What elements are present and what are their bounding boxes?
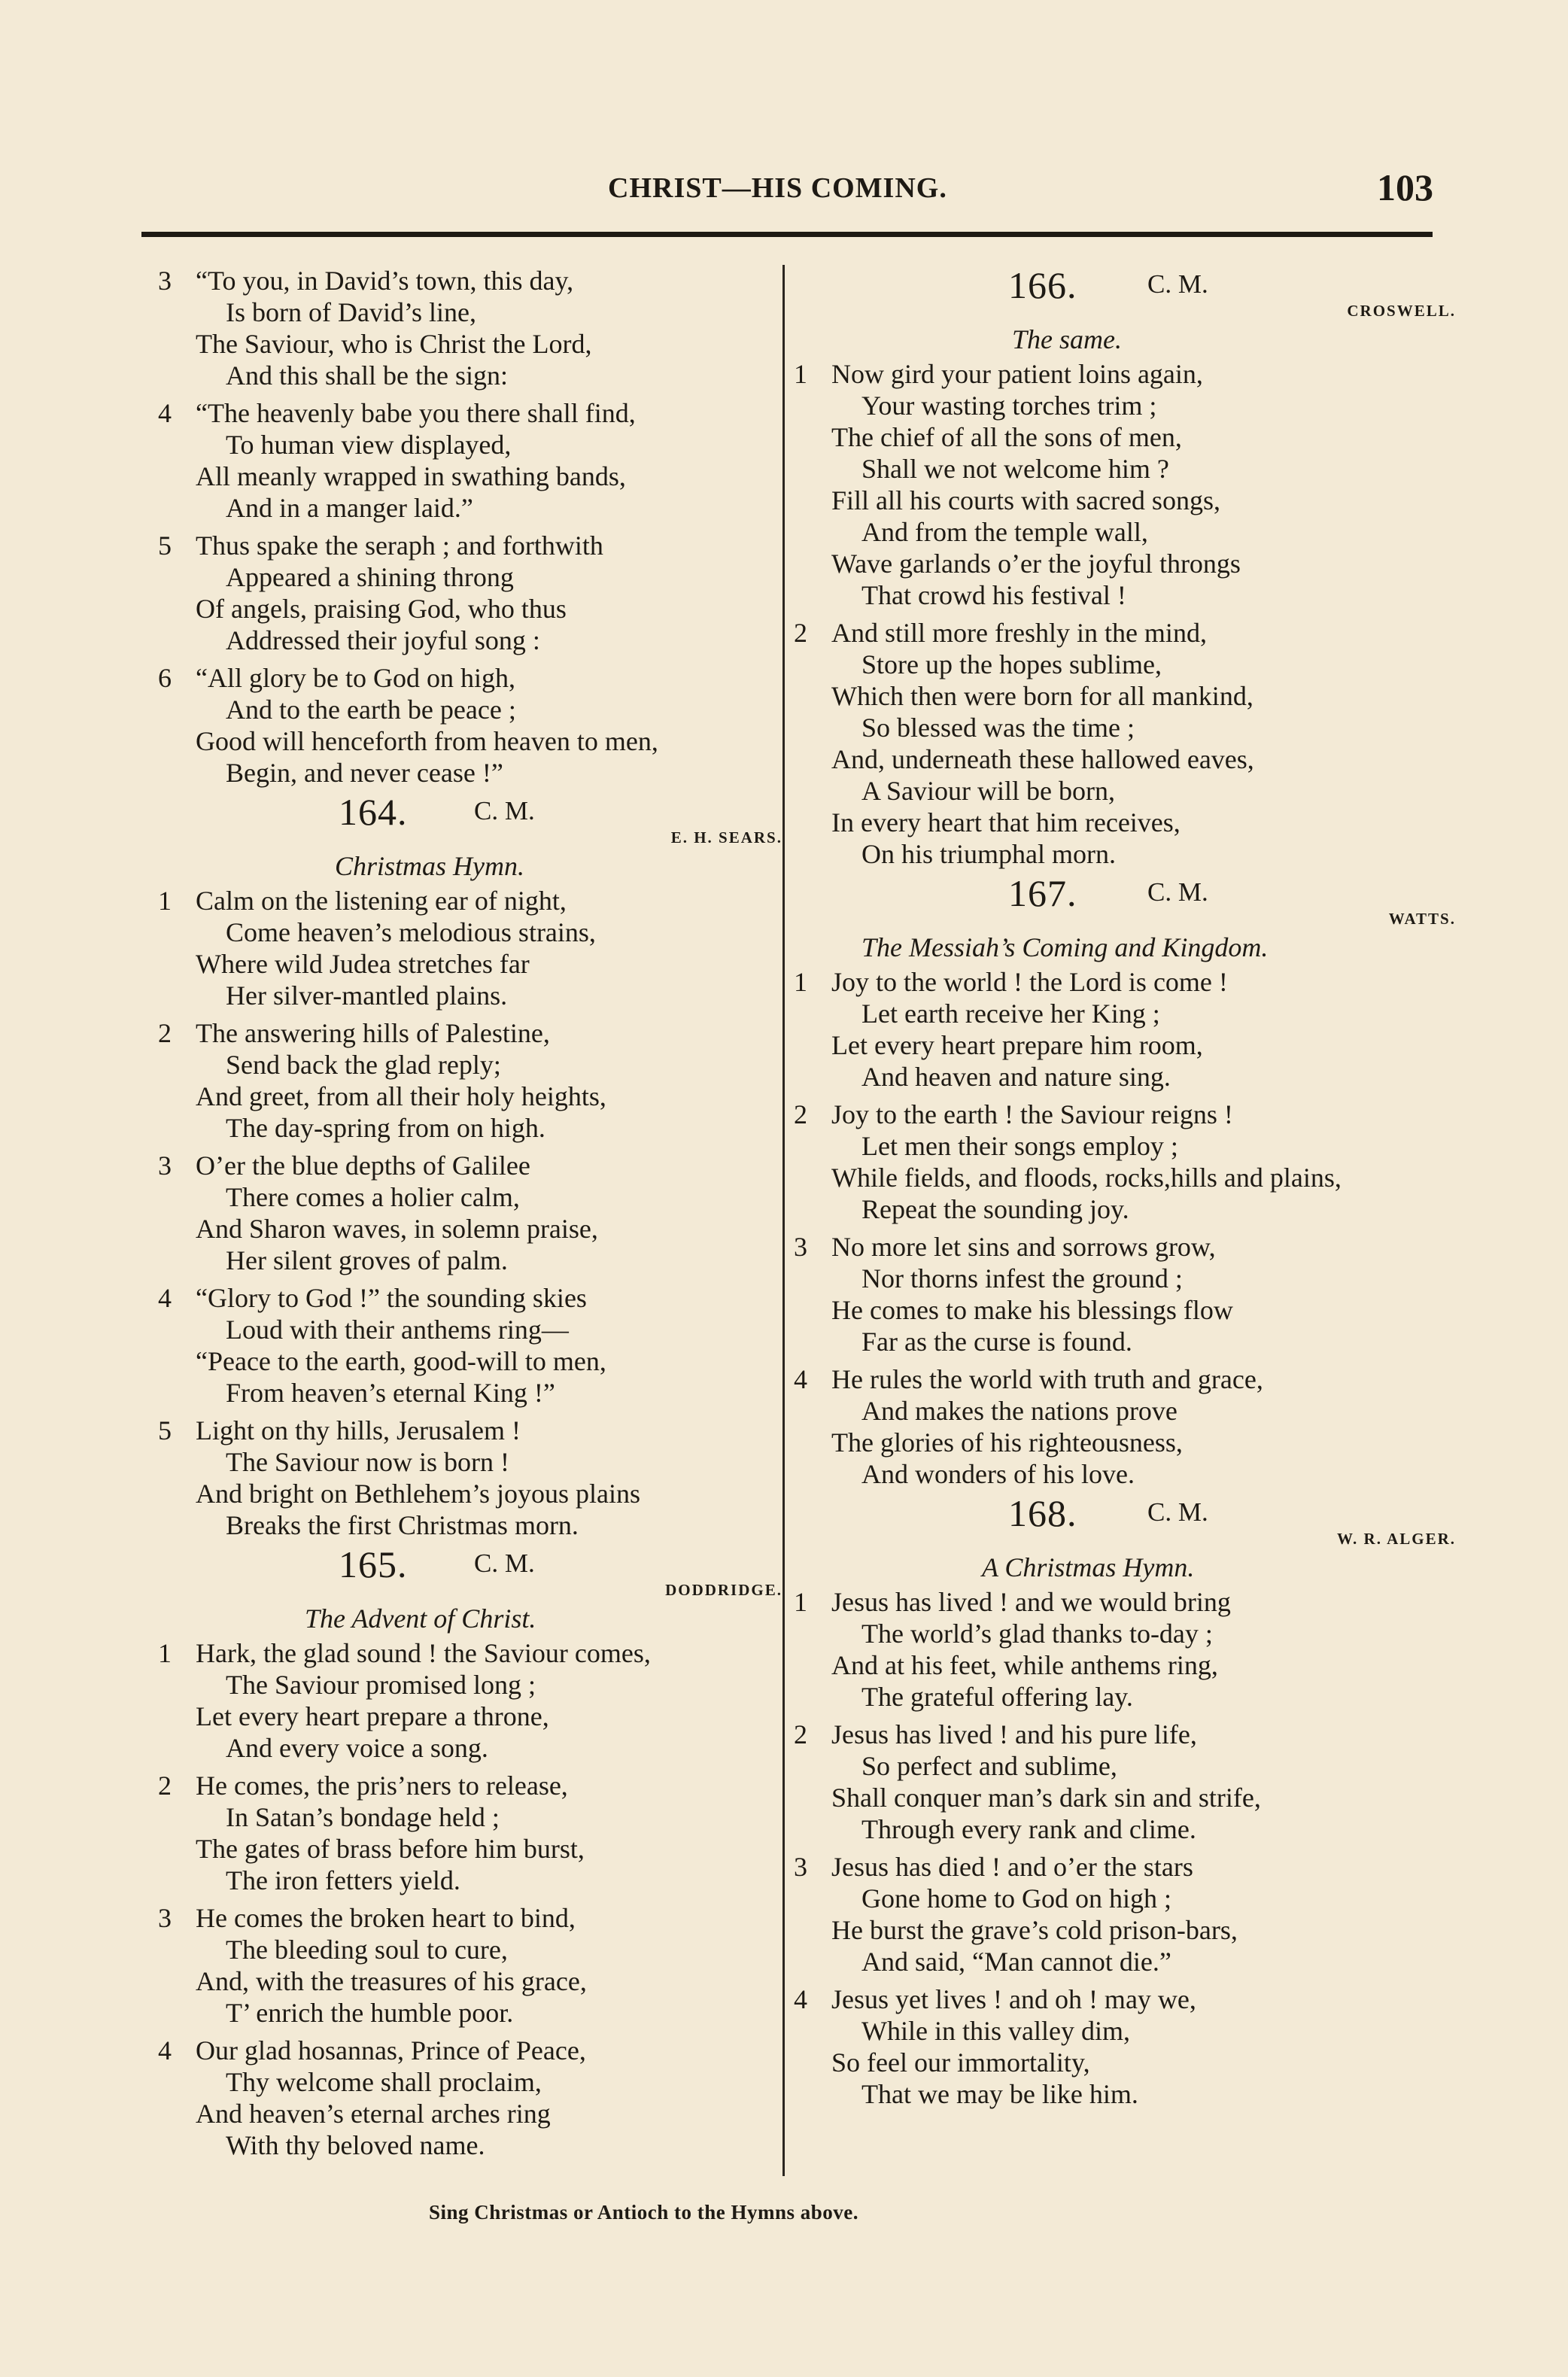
verse-line: There comes a holier calm,	[226, 1182, 520, 1212]
hymn	[158, 791, 782, 1541]
verse-number: 2	[794, 1719, 807, 1749]
page-header	[0, 166, 1568, 217]
verse-line: Jesus yet lives ! and oh ! may we,	[831, 1984, 1196, 2014]
verse-line: He rules the world with truth and grace,	[831, 1364, 1263, 1394]
verse	[158, 1415, 782, 1541]
verse-line: “Glory to God !” the sounding skies	[196, 1283, 587, 1313]
verse-line: That crowd his festival !	[861, 580, 1126, 610]
verse	[794, 1099, 1456, 1225]
verse-line: Jesus has lived ! and his pure life,	[831, 1719, 1197, 1749]
verse	[794, 617, 1456, 870]
verse-line: Shall we not welcome him ?	[861, 454, 1169, 484]
verse-number: 3	[158, 266, 172, 296]
verse-line: And at his feet, while anthems ring,	[831, 1650, 1218, 1680]
verse-line: No more let sins and sorrows grow,	[831, 1232, 1216, 1262]
verse-line: The grateful offering lay.	[861, 1682, 1133, 1712]
verse-line: While in this valley dim,	[861, 2016, 1130, 2046]
verse	[158, 265, 782, 391]
verse-number: 3	[794, 1232, 807, 1262]
verse-line: The answering hills of Palestine,	[196, 1018, 550, 1048]
verse	[794, 358, 1456, 611]
verse-line: “The heavenly babe you there shall find,	[196, 398, 636, 428]
verse-line: Jesus has died ! and o’er the stars	[831, 1852, 1193, 1882]
verse-line: The Saviour now is born !	[226, 1447, 509, 1477]
verse-line: Hark, the glad sound ! the Saviour comes,	[196, 1638, 651, 1668]
hymn	[794, 1492, 1456, 2110]
header-rule	[141, 232, 1433, 237]
verse-line: A Saviour will be born,	[861, 776, 1115, 806]
right-column	[794, 265, 1456, 2116]
verse-line: And heaven’s eternal arches ring	[196, 2099, 551, 2129]
hymn-heading	[794, 872, 1456, 914]
verse-line: The gates of brass before him burst,	[196, 1834, 585, 1864]
verse	[158, 2035, 782, 2161]
verse-line: Loud with their anthems ring—	[226, 1315, 569, 1345]
verse-line: Good will henceforth from heaven to men,	[196, 726, 658, 756]
verse-line: And makes the nations prove	[861, 1396, 1178, 1426]
verse-number: 4	[158, 1283, 172, 1313]
hymn-verses	[158, 885, 782, 1541]
verse-line: Shall conquer man’s dark sin and strife,	[831, 1783, 1261, 1813]
hymn-verses	[794, 358, 1456, 870]
verse-number: 1	[794, 967, 807, 997]
verse	[158, 1770, 782, 1896]
verse-number: 5	[158, 1415, 172, 1445]
verse-line: Joy to the world ! the Lord is come !	[831, 967, 1228, 997]
column-divider	[782, 265, 785, 2176]
verse-line: And still more freshly in the mind,	[831, 618, 1207, 648]
verse-line: Begin, and never cease !”	[226, 758, 503, 788]
left-column	[158, 265, 782, 2167]
right-hymns	[794, 264, 1456, 2110]
hymn-author: WATTS.	[1388, 910, 1456, 928]
verse-line: The glories of his righteousness,	[831, 1427, 1183, 1458]
footer-note: Sing Christmas or Antioch to the Hymns above.	[429, 2201, 859, 2223]
verse-number: 4	[794, 1364, 807, 1394]
verse-line: O’er the blue depths of Galilee	[196, 1151, 530, 1181]
verse	[158, 397, 782, 524]
verse-line: Joy to the earth ! the Saviour reigns !	[831, 1099, 1233, 1129]
verse	[158, 1637, 782, 1764]
verse-line: And, with the treasures of his grace,	[196, 1966, 587, 1996]
verse	[158, 1902, 782, 2029]
hymn-verses	[158, 1637, 782, 2161]
verse-line: And to the earth be peace ;	[226, 695, 516, 725]
verse	[794, 1586, 1456, 1713]
hymn-meter: C. M.	[1147, 269, 1208, 299]
verse-number: 2	[158, 1771, 172, 1801]
verse	[158, 885, 782, 1011]
verse-line: “All glory be to God on high,	[196, 663, 515, 693]
verse-line: While fields, and floods, rocks,hills and plains,	[831, 1163, 1342, 1193]
verse-line: And said, “Man cannot die.”	[861, 1947, 1171, 1977]
hymn-meter: C. M.	[1147, 1497, 1208, 1527]
verse	[794, 1719, 1456, 1845]
verse-line: Addressed their joyful song :	[226, 625, 540, 655]
hymn-title: The same.	[1012, 324, 1122, 354]
verse-line: Your wasting torches trim ;	[861, 391, 1157, 421]
verse-line: And bright on Bethlehem’s joyous plains	[196, 1479, 640, 1509]
hymn-title: The Messiah’s Coming and Kingdom.	[861, 932, 1269, 962]
verse-line: Jesus has lived ! and we would bring	[831, 1587, 1231, 1617]
verse-line: “Peace to the earth, good-will to men,	[196, 1346, 606, 1376]
verse-number: 6	[158, 663, 172, 693]
hymn-heading	[158, 1543, 782, 1585]
verse-line: Let men their songs employ ;	[861, 1131, 1178, 1161]
page-number: 103	[1377, 166, 1433, 208]
verse-line: Through every rank and clime.	[861, 1814, 1196, 1844]
verse-line: Thy welcome shall proclaim,	[226, 2067, 542, 2097]
hymn-meter: C. M.	[474, 1549, 535, 1578]
hymn-author: W. R. ALGER.	[1336, 1530, 1456, 1548]
verse-line: Her silent groves of palm.	[226, 1245, 508, 1275]
verse-line: The chief of all the sons of men,	[831, 422, 1182, 452]
verse	[794, 1983, 1456, 2110]
verse	[794, 966, 1456, 1093]
hymn-number: 168.	[1008, 1492, 1077, 1534]
verse-line: Light on thy hills, Jerusalem !	[196, 1415, 521, 1445]
verse-line: To human view displayed,	[226, 430, 512, 460]
verse-line: All meanly wrapped in swathing bands,	[196, 461, 626, 491]
verse-line: Repeat the sounding joy.	[861, 1194, 1129, 1224]
verse	[158, 1150, 782, 1276]
verse-line: Send back the glad reply;	[226, 1050, 501, 1080]
verse	[794, 1851, 1456, 1977]
verse-number: 3	[794, 1852, 807, 1882]
verse-line: The world’s glad thanks to-day ;	[861, 1619, 1213, 1649]
hymn-heading	[794, 1492, 1456, 1534]
verse-line: So feel our immortality,	[831, 2047, 1090, 2078]
verse-line: Store up the hopes sublime,	[861, 649, 1162, 679]
verse-line: T’ enrich the humble poor.	[226, 1998, 514, 2028]
verse-line: The bleeding soul to cure,	[226, 1935, 508, 1965]
verse-number: 4	[158, 2035, 172, 2065]
verse-line: Is born of David’s line,	[226, 297, 476, 327]
hymn-title: Christmas Hymn.	[335, 851, 525, 881]
left-hymns	[158, 791, 782, 2161]
verse	[158, 1282, 782, 1409]
verse-line: And greet, from all their holy heights,	[196, 1081, 606, 1111]
verse	[794, 1231, 1456, 1357]
hymn-number: 167.	[1008, 872, 1077, 914]
verse-line: He comes, the pris’ners to release,	[196, 1771, 568, 1801]
verse-line: Let every heart prepare a throne,	[196, 1701, 549, 1731]
verse-line: Her silver-mantled plains.	[226, 980, 508, 1011]
hymn-author: E. H. SEARS.	[670, 828, 782, 847]
verse-number: 1	[158, 886, 172, 916]
verse-line: And, underneath these hallowed eaves,	[831, 744, 1254, 774]
verse-line: Our glad hosannas, Prince of Peace,	[196, 2035, 586, 2065]
hymn-number: 164.	[339, 791, 408, 833]
verse-line: That we may be like him.	[861, 2079, 1138, 2109]
verse-line: From heaven’s eternal King !”	[226, 1378, 555, 1408]
hymn-number: 165.	[339, 1543, 408, 1585]
verse-line: In every heart that him receives,	[831, 807, 1181, 837]
verse-number: 3	[158, 1151, 172, 1181]
verse-line: The iron fetters yield.	[226, 1865, 460, 1895]
verse-line: Gone home to God on high ;	[861, 1883, 1171, 1913]
verse-line: He comes the broken heart to bind,	[196, 1903, 576, 1933]
verse-line: He comes to make his blessings flow	[831, 1295, 1233, 1325]
verse-line: And wonders of his love.	[861, 1459, 1135, 1489]
verse-line: “To you, in David’s town, this day,	[196, 266, 574, 296]
verse-line: Come heaven’s melodious strains,	[226, 917, 596, 947]
verse-line: Of angels, praising God, who thus	[196, 594, 567, 624]
verse-line: Now gird your patient loins again,	[831, 359, 1203, 389]
verse-line: On his triumphal morn.	[861, 839, 1116, 869]
verse-number: 2	[794, 1099, 807, 1129]
verse-number: 4	[158, 398, 172, 428]
verse-line: Thus spake the seraph ; and forthwith	[196, 530, 603, 561]
verse-line: Where wild Judea stretches far	[196, 949, 530, 979]
verse-number: 1	[794, 359, 807, 389]
verse-line: With thy beloved name.	[226, 2130, 485, 2160]
verse-line: And Sharon waves, in solemn praise,	[196, 1214, 598, 1244]
verse-line: Calm on the listening ear of night,	[196, 886, 567, 916]
verse-line: Which then were born for all mankind,	[831, 681, 1253, 711]
continued-verses	[158, 265, 782, 789]
verse-number: 1	[794, 1587, 807, 1617]
verse-line: The day-spring from on high.	[226, 1113, 545, 1143]
hymn-author: CROSWELL.	[1347, 302, 1456, 320]
hymn-heading	[794, 264, 1456, 306]
verse-line: So blessed was the time ;	[861, 713, 1135, 743]
hymn-heading	[158, 791, 782, 833]
hymn-title: The Advent of Christ.	[305, 1603, 536, 1634]
hymn-number: 166.	[1008, 264, 1077, 306]
verse-line: And in a manger laid.”	[226, 493, 473, 523]
hymn-meter: C. M.	[474, 796, 535, 825]
hymn-title: A Christmas Hymn.	[982, 1552, 1195, 1582]
verse-line: In Satan’s bondage held ;	[226, 1802, 500, 1832]
verse-line: The Saviour, who is Christ the Lord,	[196, 329, 592, 359]
verse-line: And from the temple wall,	[861, 517, 1148, 547]
verse-line: Let earth receive her King ;	[861, 999, 1160, 1029]
verse-line: Appeared a shining throng	[226, 562, 514, 592]
running-title: CHRIST—HIS COMING.	[608, 172, 947, 204]
verse	[794, 1363, 1456, 1490]
verse	[158, 662, 782, 789]
verse-line: And heaven and nature sing.	[861, 1062, 1171, 1092]
verse-line: Wave garlands o’er the joyful throngs	[831, 549, 1241, 579]
verse-line: Let every heart prepare him room,	[831, 1030, 1203, 1060]
hymn-verses	[794, 966, 1456, 1490]
verse-line: Far as the curse is found.	[861, 1327, 1132, 1357]
verse-line: The Saviour promised long ;	[226, 1670, 536, 1700]
verse-line: He burst the grave’s cold prison-bars,	[831, 1915, 1238, 1945]
verse-line: So perfect and sublime,	[861, 1751, 1117, 1781]
verse-line: And every voice a song.	[226, 1733, 488, 1763]
verse-line: Fill all his courts with sacred songs,	[831, 485, 1220, 515]
hymn	[794, 264, 1456, 870]
verse-number: 2	[794, 618, 807, 648]
verse	[158, 1017, 782, 1144]
hymn-verses	[794, 1586, 1456, 2110]
verse-line: Breaks the first Christmas morn.	[226, 1510, 579, 1540]
hymn	[794, 872, 1456, 1490]
verse-number: 1	[158, 1638, 172, 1668]
verse-line: And this shall be the sign:	[226, 360, 508, 391]
verse-number: 2	[158, 1018, 172, 1048]
verse-number: 3	[158, 1903, 172, 1933]
hymn-meter: C. M.	[1147, 877, 1208, 907]
verse-number: 5	[158, 530, 172, 561]
hymn-author: DODDRIDGE.	[665, 1581, 782, 1599]
verse-line: Nor thorns infest the ground ;	[861, 1263, 1183, 1293]
verse-number: 4	[794, 1984, 807, 2014]
verse	[158, 530, 782, 656]
hymn	[158, 1543, 782, 2161]
